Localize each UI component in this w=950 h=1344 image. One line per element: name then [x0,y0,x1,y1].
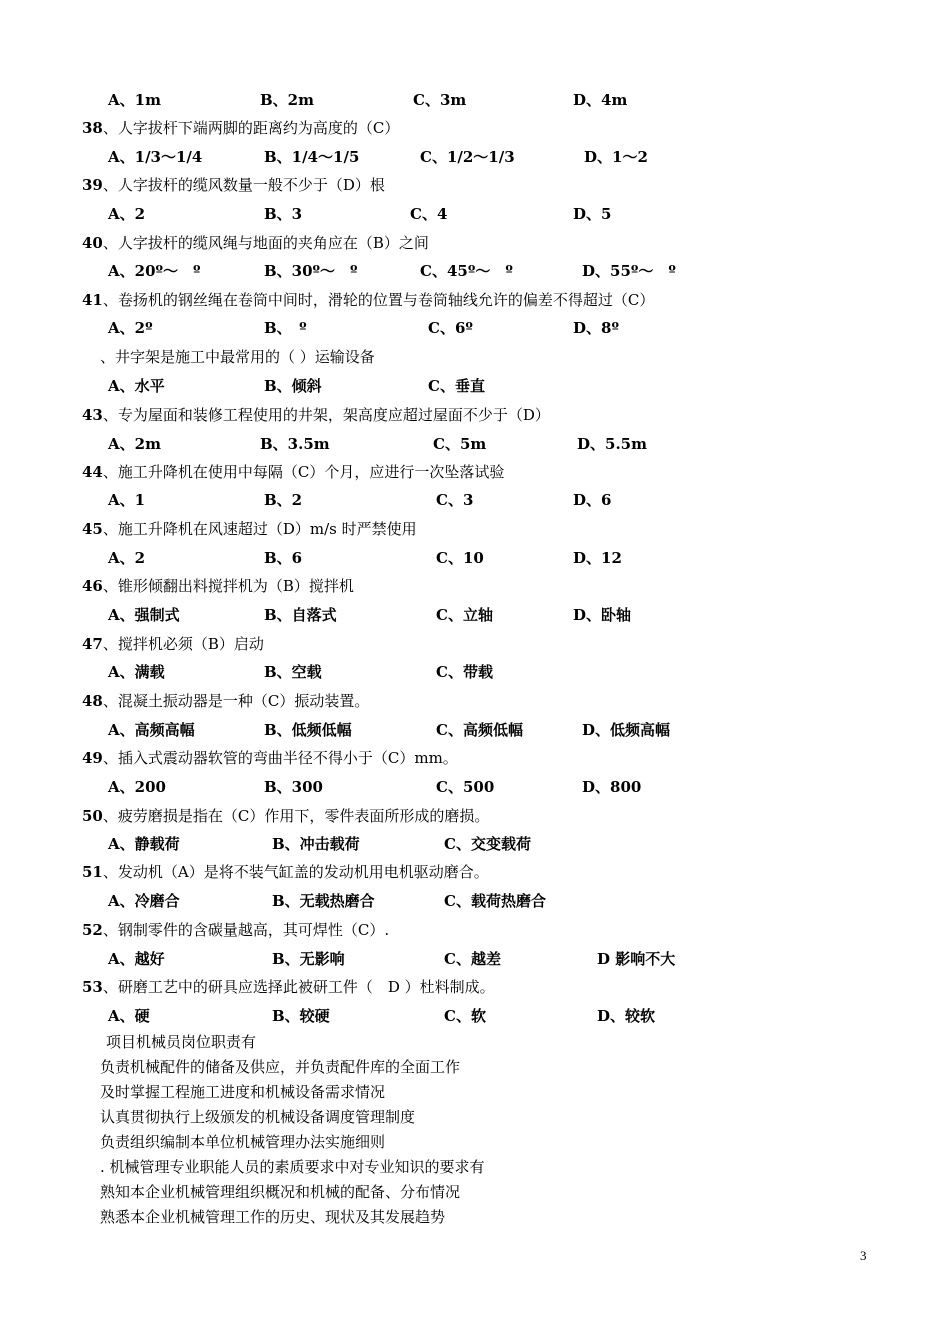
body-text: 熟悉本企业机械管理工作的历史、现状及其发展趋势 [100,1208,446,1226]
answer-option: B、倾斜 [264,377,322,395]
answer-option: D、5.5m [577,435,647,453]
answer-option: B、300 [264,778,323,796]
answer-option: A、2m [108,435,161,453]
question-text: 40、人字拔杆的缆风绳与地面的夹角应在（B）之间 [82,234,429,252]
answer-option: A、200 [108,778,166,796]
question-text: 41、卷扬机的钢丝绳在卷筒中间时，滑轮的位置与卷筒轴线允许的偏差不得超过（C） [82,291,655,309]
answer-option: A、冷磨合 [108,892,180,910]
question-text: 51、发动机（A）是将不装气缸盖的发动机用电机驱动磨合。 [82,863,489,881]
question-text: 45、施工升降机在风速超过（D）m/s 时严禁使用 [82,520,417,538]
question-text: 47、搅拌机必须（B）启动 [82,635,264,653]
answer-option: D、8º [573,319,619,337]
answer-option: B、无影响 [272,950,345,968]
answer-option: A、水平 [108,377,165,395]
question-text: 53、研磨工艺中的研具应选择此被研工件（ D ）杜料制成。 [82,978,495,996]
answer-option: C、高频低幅 [436,721,523,739]
question-text: 38、人字拔杆下端两脚的距离约为高度的（C） [82,119,400,137]
body-text: 认真贯彻执行上级颁发的机械设备调度管理制度 [100,1108,416,1126]
answer-option: A、静载荷 [108,835,180,853]
answer-option: C、4 [410,205,448,223]
answer-option: A、1 [108,491,146,509]
answer-option: B、自落式 [264,606,337,624]
body-text: . 机械管理专业职能人员的素质要求中对专业知识的要求有 [100,1158,485,1176]
answer-option: B、无载热磨合 [272,892,375,910]
question-text: 49、插入式震动器软管的弯曲半径不得小于（C）mm。 [82,749,458,767]
answer-option: D 影响不大 [597,950,676,968]
answer-option: C、45º～ º [420,262,513,280]
answer-option: A、1/3～1/4 [108,148,203,166]
answer-option: B、1/4～1/5 [264,148,360,166]
answer-option: B、空载 [264,663,322,681]
question-text: 52、钢制零件的含碳量越高，其可焊性（C）. [82,921,390,939]
answer-option: C、1/2～1/3 [420,148,515,166]
answer-option: B、冲击载荷 [272,835,360,853]
answer-option: B、3 [264,205,303,223]
answer-option: D、较软 [597,1007,656,1025]
answer-option: C、3m [413,91,467,109]
answer-option: A、2º [108,319,153,337]
answer-option: A、硬 [108,1007,150,1025]
answer-option: C、交变载荷 [444,835,531,853]
answer-option: C、3 [436,491,474,509]
answer-option: C、10 [436,549,484,567]
answer-option: B、 º [264,319,307,337]
answer-option: D、800 [582,778,642,796]
answer-option: D、12 [573,549,622,567]
answer-option: B、6 [264,549,303,567]
answer-option: A、满载 [108,663,165,681]
answer-option: C、立轴 [436,606,493,624]
question-text: 、井字架是施工中最常用的（ ）运输设备 [100,348,375,366]
answer-option: C、6º [428,319,473,337]
answer-option: A、1m [108,91,161,109]
answer-option: A、强制式 [108,606,180,624]
answer-option: B、低频低幅 [264,721,352,739]
answer-option: D、1～2 [584,148,648,166]
answer-option: A、2 [108,549,146,567]
answer-option: D、55º～ º [582,262,676,280]
answer-option: A、2 [108,205,146,223]
answer-option: B、3.5m [260,435,330,453]
answer-option: C、越差 [444,950,501,968]
body-text: 负责机械配件的储备及供应，并负责配件库的全面工作 [100,1058,461,1076]
answer-option: B、2 [264,491,303,509]
answer-option: C、5m [433,435,487,453]
question-text: 50、疲劳磨损是指在（C）作用下，零件表面所形成的磨损。 [82,807,490,825]
answer-option: A、20º～ º [108,262,201,280]
page-number: 3 [860,1248,867,1263]
body-text: 及时掌握工程施工进度和机械设备需求情况 [100,1083,386,1101]
answer-option: D、6 [573,491,612,509]
answer-option: A、越好 [108,950,165,968]
answer-option: D、卧轴 [573,606,632,624]
answer-option: B、2m [260,91,314,109]
answer-option: B、较硬 [272,1007,330,1025]
body-text: 负责组织编制本单位机械管理办法实施细则 [100,1133,386,1151]
question-text: 43、专为屋面和装修工程使用的井架，架高度应超过屋面不少于（D） [82,406,550,424]
question-text: 48、混凝土振动器是一种（C）振动装置。 [82,692,370,710]
body-text: 项目机械员岗位职责有 [106,1033,257,1051]
answer-option: A、高频高幅 [108,721,195,739]
answer-option: C、500 [436,778,495,796]
answer-option: C、垂直 [428,377,485,395]
answer-option: D、低频高幅 [582,721,671,739]
question-text: 39、人字拔杆的缆风数量一般不少于（D）根 [82,176,385,194]
answer-option: C、软 [444,1007,486,1025]
answer-option: D、5 [573,205,612,223]
answer-option: C、载荷热磨合 [444,892,546,910]
answer-option: B、30º～ º [264,262,358,280]
answer-option: D、4m [573,91,628,109]
question-text: 44、施工升降机在使用中每隔（C）个月，应进行一次坠落试验 [82,463,505,481]
body-text: 熟知本企业机械管理组织概况和机械的配备、分布情况 [100,1183,461,1201]
answer-option: C、带载 [436,663,493,681]
question-text: 46、锥形倾翻出料搅拌机为（B）搅拌机 [82,577,354,595]
